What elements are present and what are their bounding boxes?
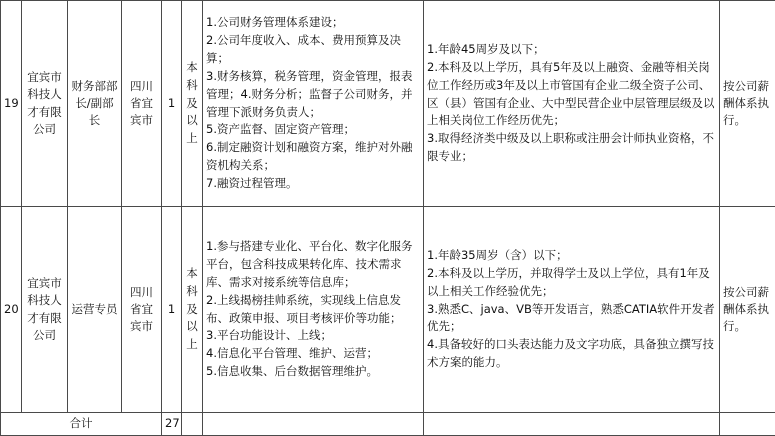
empty-cell (720, 413, 775, 436)
position-cell: 运营专员 (68, 207, 122, 413)
requirement-item: 2.本科及以上学历，具有5年及以上融资、金融等相关岗位工作经历或3年及以上市管国有企业二级全资子公司、区（县）管国有企业、大中型民营企业中层管理层级及以上相关岗位工作经历优先； (427, 59, 716, 131)
requirements-cell (424, 207, 720, 413)
education-text: 本科及以上 (186, 265, 198, 354)
duty-item: 5.信息收集、后台数据管理维护。 (206, 363, 420, 381)
row-index: 20 (1, 207, 22, 413)
requirement-item: 2.本科及以上学历，并取得学士及以上学位，具有1年及以上相关工作经验优先； (427, 265, 716, 301)
duty-item: 1.参与搭建专业化、平台化、数字化服务平台，包含科技成果转化库、技术需求库、需求对接系统等信息库； (206, 238, 420, 292)
empty-cell (182, 413, 203, 436)
empty-cell (424, 413, 720, 436)
total-label: 合计 (1, 413, 162, 436)
duties-cell (203, 207, 424, 413)
requirement-item: 3.取得经济类中级及以上职称或注册会计师执业资格，不限专业； (427, 130, 716, 166)
duty-item: 3.财务核算，税务管理，资金管理，报表管理；4.财务分析；监督子公司财务，并管理下派财务负责人； (206, 68, 420, 122)
duty-item: 2.上线揭榜挂帅系统，实现线上信息发布、政策申报、项目考核评价等功能； (206, 292, 420, 328)
company-cell: 宜宾市科技人才有限公司 (22, 207, 68, 413)
headcount-cell: 1 (162, 1, 182, 207)
position-cell: 财务部部长/副部长 (68, 1, 122, 207)
table-row (1, 1, 775, 207)
empty-cell (203, 413, 424, 436)
duty-item: 6.制定融资计划和融资方案，维护对外融资机构关系； (206, 139, 420, 175)
company-cell: 宜宾市科技人才有限公司 (22, 1, 68, 207)
pay-cell: 按公司薪酬体系执行。 (720, 207, 775, 413)
requirement-item: 3.熟悉C、java、VB等开发语言，熟悉CATIA软件开发者优先； (427, 301, 716, 337)
total-row (1, 413, 775, 436)
table-row (1, 207, 775, 413)
education-text: 本科及以上 (186, 59, 198, 148)
headcount-cell: 1 (162, 207, 182, 413)
pay-cell: 按公司薪酬体系执行。 (720, 1, 775, 207)
duty-item: 3.平台功能设计、上线； (206, 327, 420, 345)
duty-item: 5.资产监督、固定资产管理； (206, 121, 420, 139)
duty-item: 4.信息化平台管理、维护、运营； (206, 345, 420, 363)
row-index: 19 (1, 1, 22, 207)
total-count: 27 (162, 413, 182, 436)
requirement-item: 1.年龄35周岁（含）以下； (427, 247, 716, 265)
education-cell (182, 207, 203, 413)
requirements-cell (424, 1, 720, 207)
duties-cell (203, 1, 424, 207)
education-cell (182, 1, 203, 207)
duty-item: 1.公司财务管理体系建设； (206, 14, 420, 32)
requirement-item: 4.具备较好的口头表达能力及文字功底，具备独立撰写技术方案的能力。 (427, 336, 716, 372)
location-cell: 四川省宜宾市 (122, 1, 162, 207)
duty-item: 7.融资过程管理。 (206, 175, 420, 193)
requirement-item: 1.年龄45周岁及以下； (427, 41, 716, 59)
location-cell: 四川省宜宾市 (122, 207, 162, 413)
duty-item: 2.公司年度收入、成本、费用预算及决算； (206, 32, 420, 68)
